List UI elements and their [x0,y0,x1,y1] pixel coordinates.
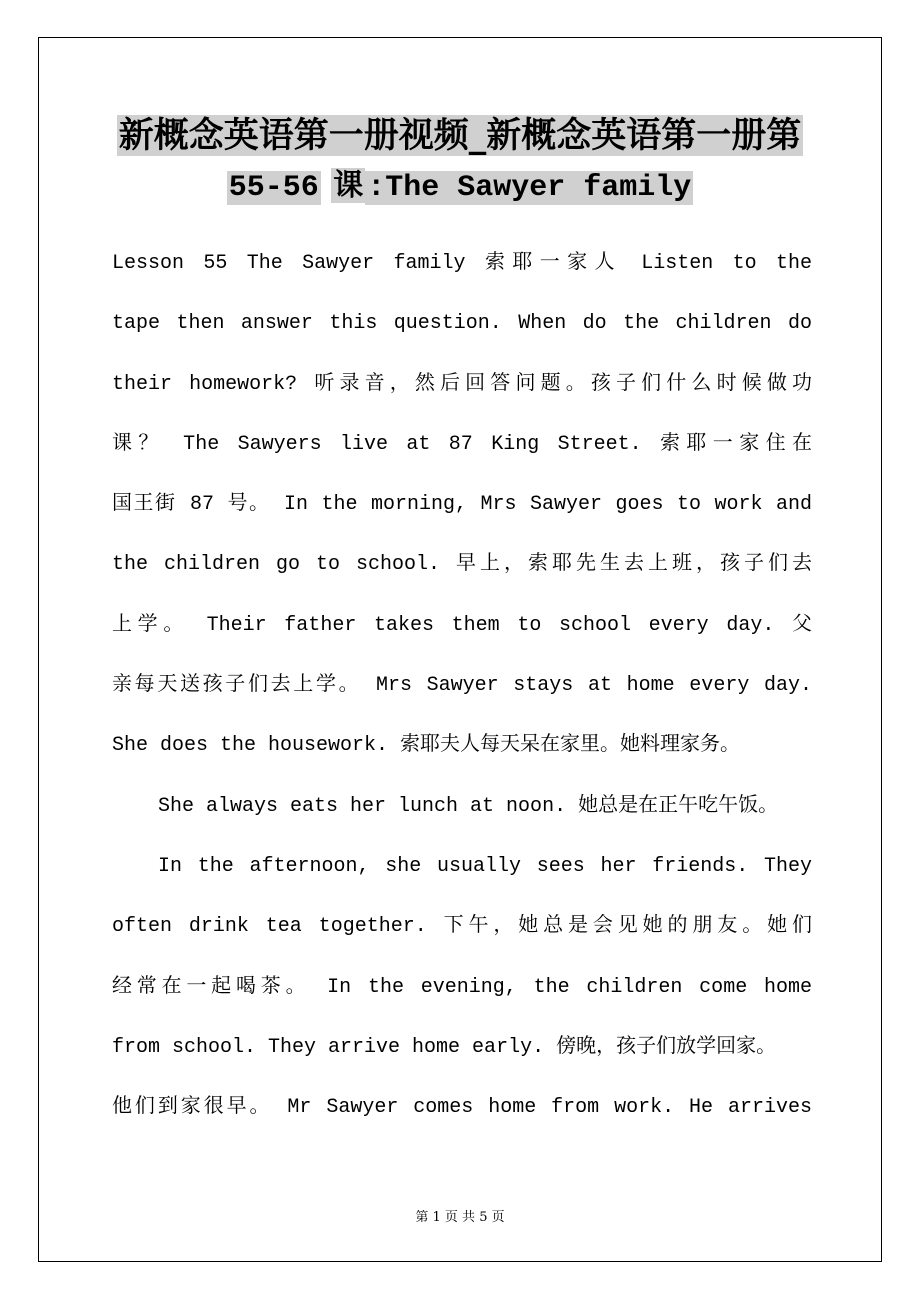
body-line-5: 国王街 87 号。 In the morning, Mrs Sawyer goes to work and [112,493,812,517]
body-line-13: 经常在一起喝茶。 In the evening, the children come home [112,975,812,999]
title-lesson-number: 55-56 [228,171,319,205]
body-line-11: In the afternoon, she usually sees her friends. They [158,854,812,878]
body-line-8: 亲每天送孩子们去上学。 Mrs Sawyer stays at home every day. [112,674,812,698]
title-lesson-word: 课 [333,168,364,203]
document-title-line-1: 新概念英语第一册视频_新概念英语第一册第 [118,115,802,156]
body-line-1: Lesson 55 The Sawyer family 索耶一家人 Listen to the [112,252,812,275]
body-line-2: tape then answer this question. When do the children do [112,312,812,336]
body-line-10: She always eats her lunch at noon. 她总是在正午吃午饭。 [158,794,779,818]
page-number-footer: 第 1 页 共 5 页 [415,1210,505,1225]
body-line-14: from school. They arrive home early. 傍晚，孩子们放学回家。 [112,1035,777,1059]
title-lesson-name: :The Sawyer family [367,171,692,205]
document-body [112,236,812,1140]
body-line-7: 上学。 Their father takes them to school every day. 父 [112,613,812,637]
body-line-15: 他们到家很早。 Mr Sawyer comes home from work. He arrives [112,1096,812,1120]
body-line-9: She does the housework. 索耶夫人每天呆在家里。她料理家务。 [112,734,741,758]
body-line-12: often drink tea together. 下午，她总是会见她的朋友。她们 [112,915,812,939]
body-line-3: their homework? 听录音，然后回答问题。孩子们什么时候做功 [112,372,812,396]
body-line-6: the children go to school. 早上，索耶先生去上班，孩子们去 [112,553,812,577]
body-line-4: 课？ The Sawyers live at 87 King Street. 索耶一家住在 [112,432,812,456]
document-title-line-2 [60,163,860,211]
